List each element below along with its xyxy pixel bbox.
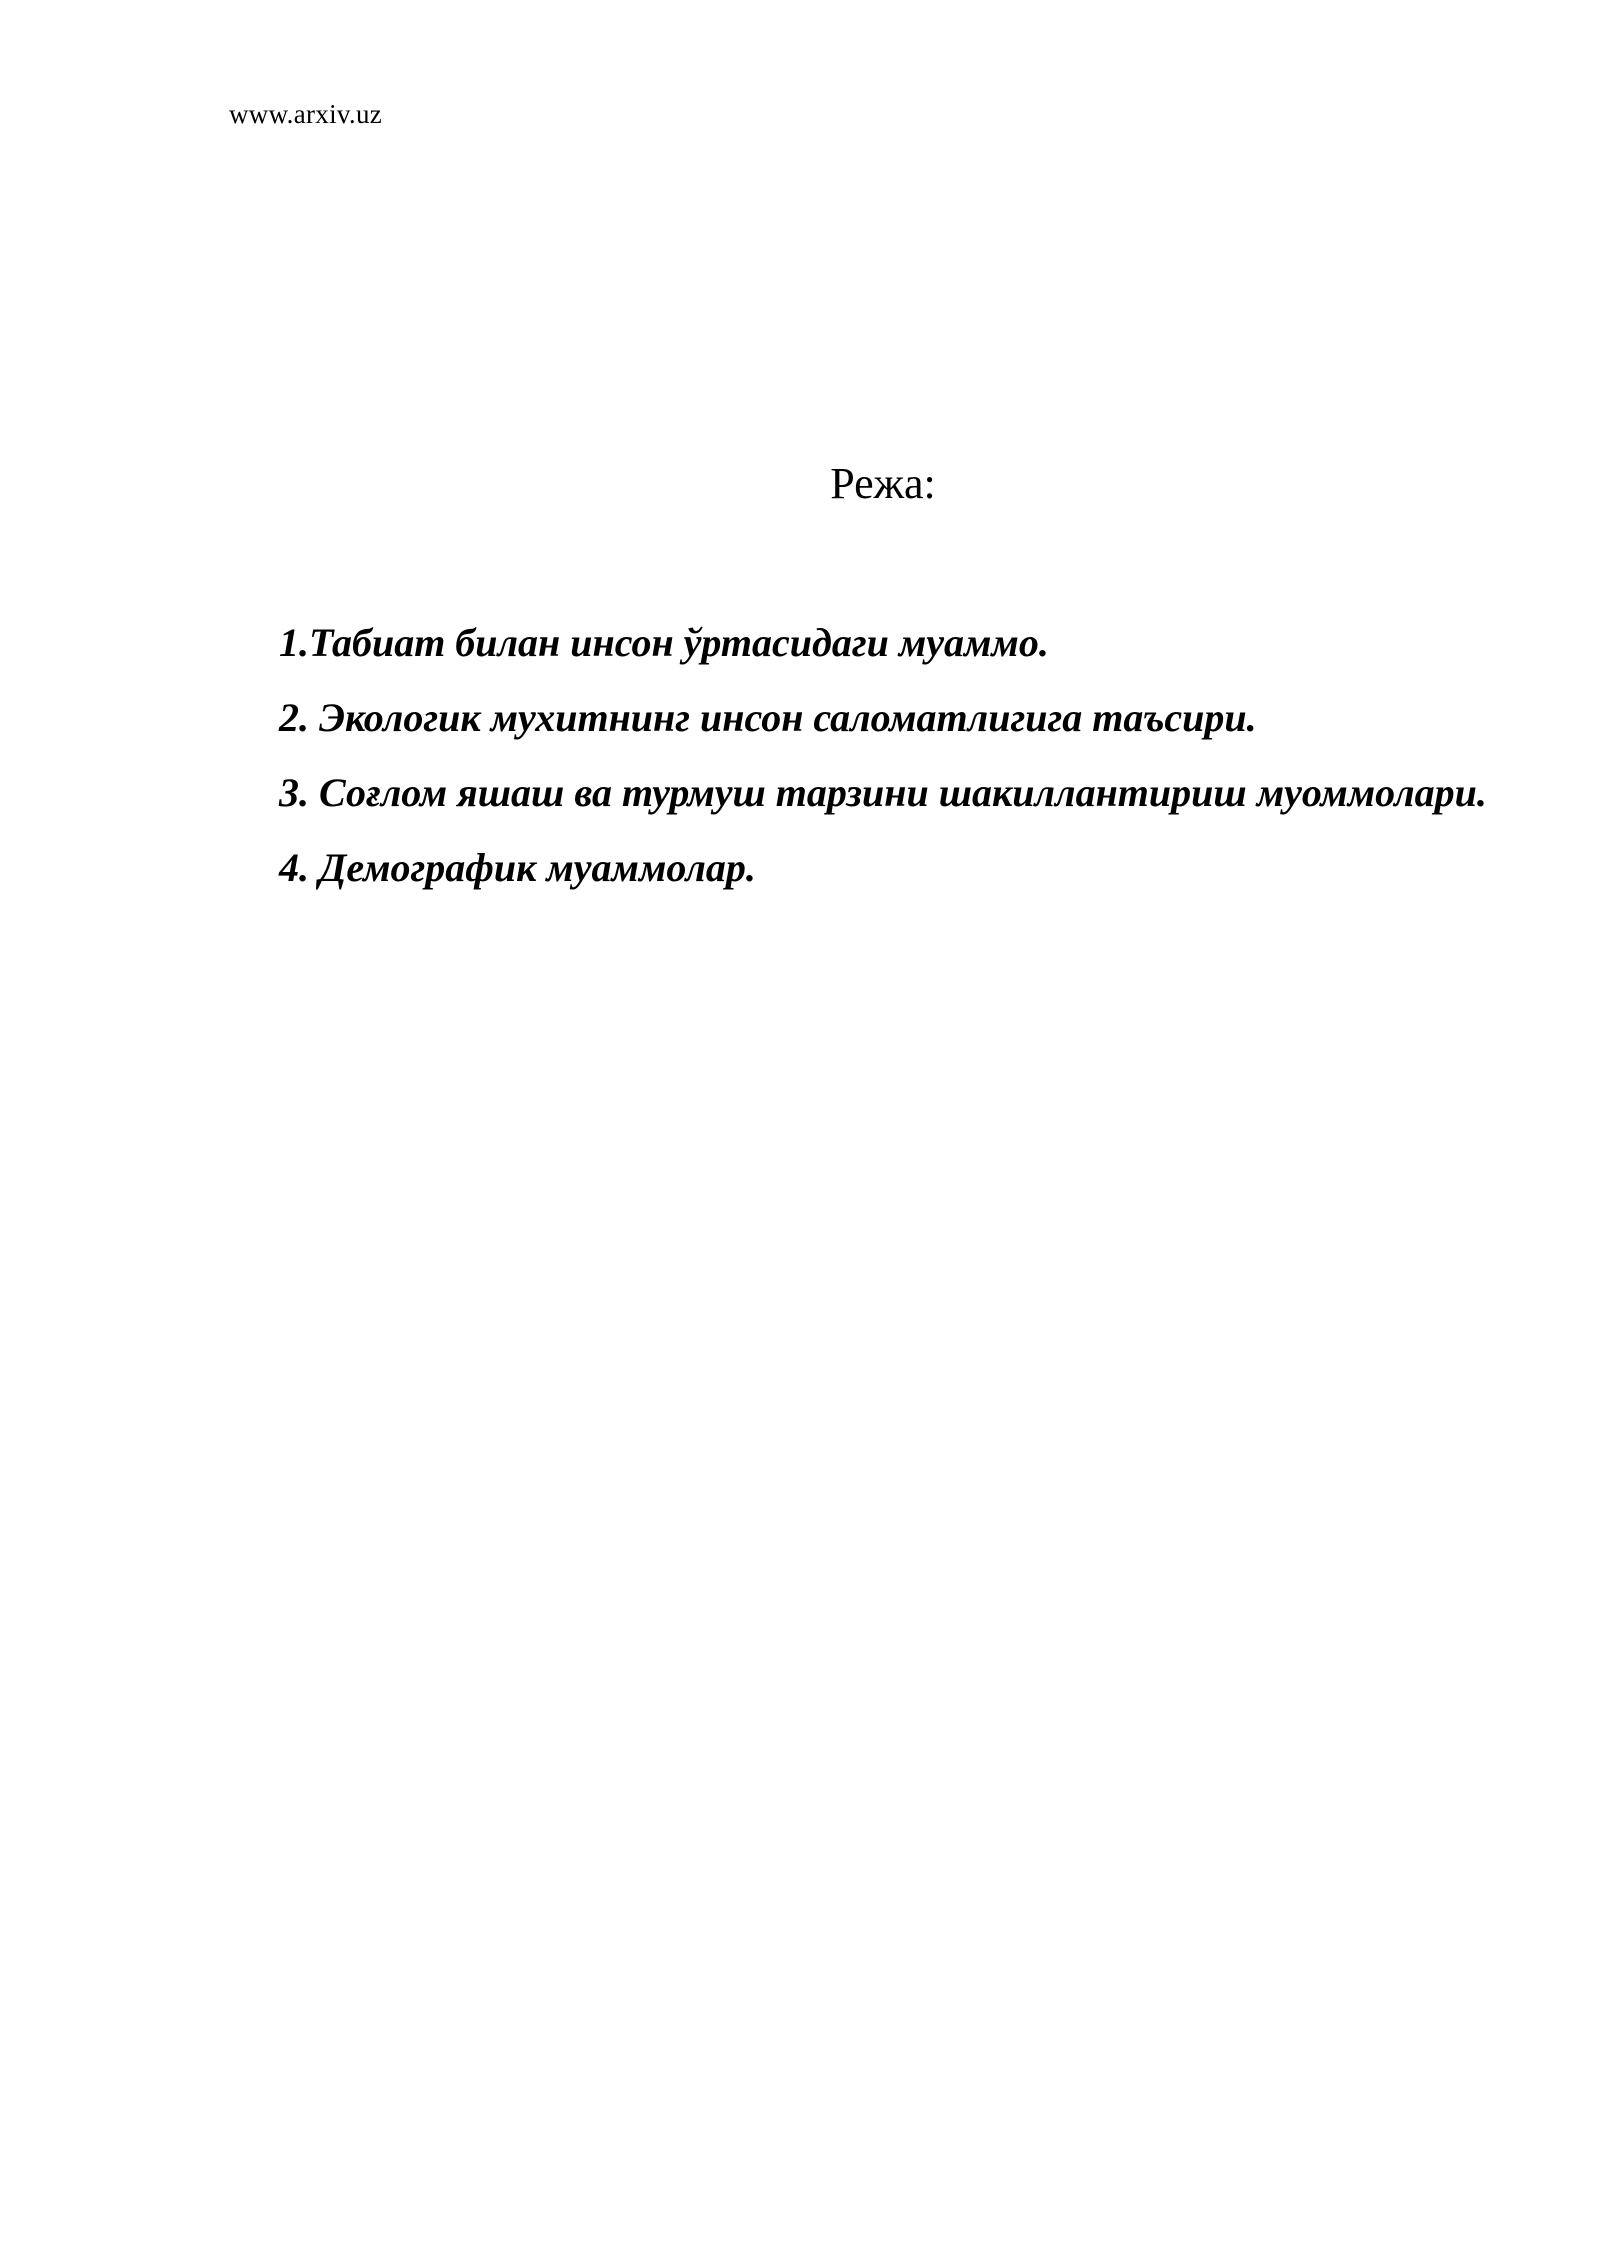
plan-item-2: 2. Экологик мухитнинг инсон саломатлигига таъсири. — [279, 695, 1257, 740]
plan-list — [229, 605, 1492, 905]
site-header: www.arxiv.uz — [229, 99, 383, 129]
page-title: Режа: — [830, 459, 936, 508]
plan-item-3: 3. Соғлом яшаш ва турмуш тарзини шакиллантириш муоммолари. — [279, 770, 1487, 815]
plan-item-1: 1.Табиат билан инсон ўртасидаги муаммо. — [279, 620, 1049, 665]
plan-item-4: 4. Демографик муаммолар. — [279, 845, 756, 890]
